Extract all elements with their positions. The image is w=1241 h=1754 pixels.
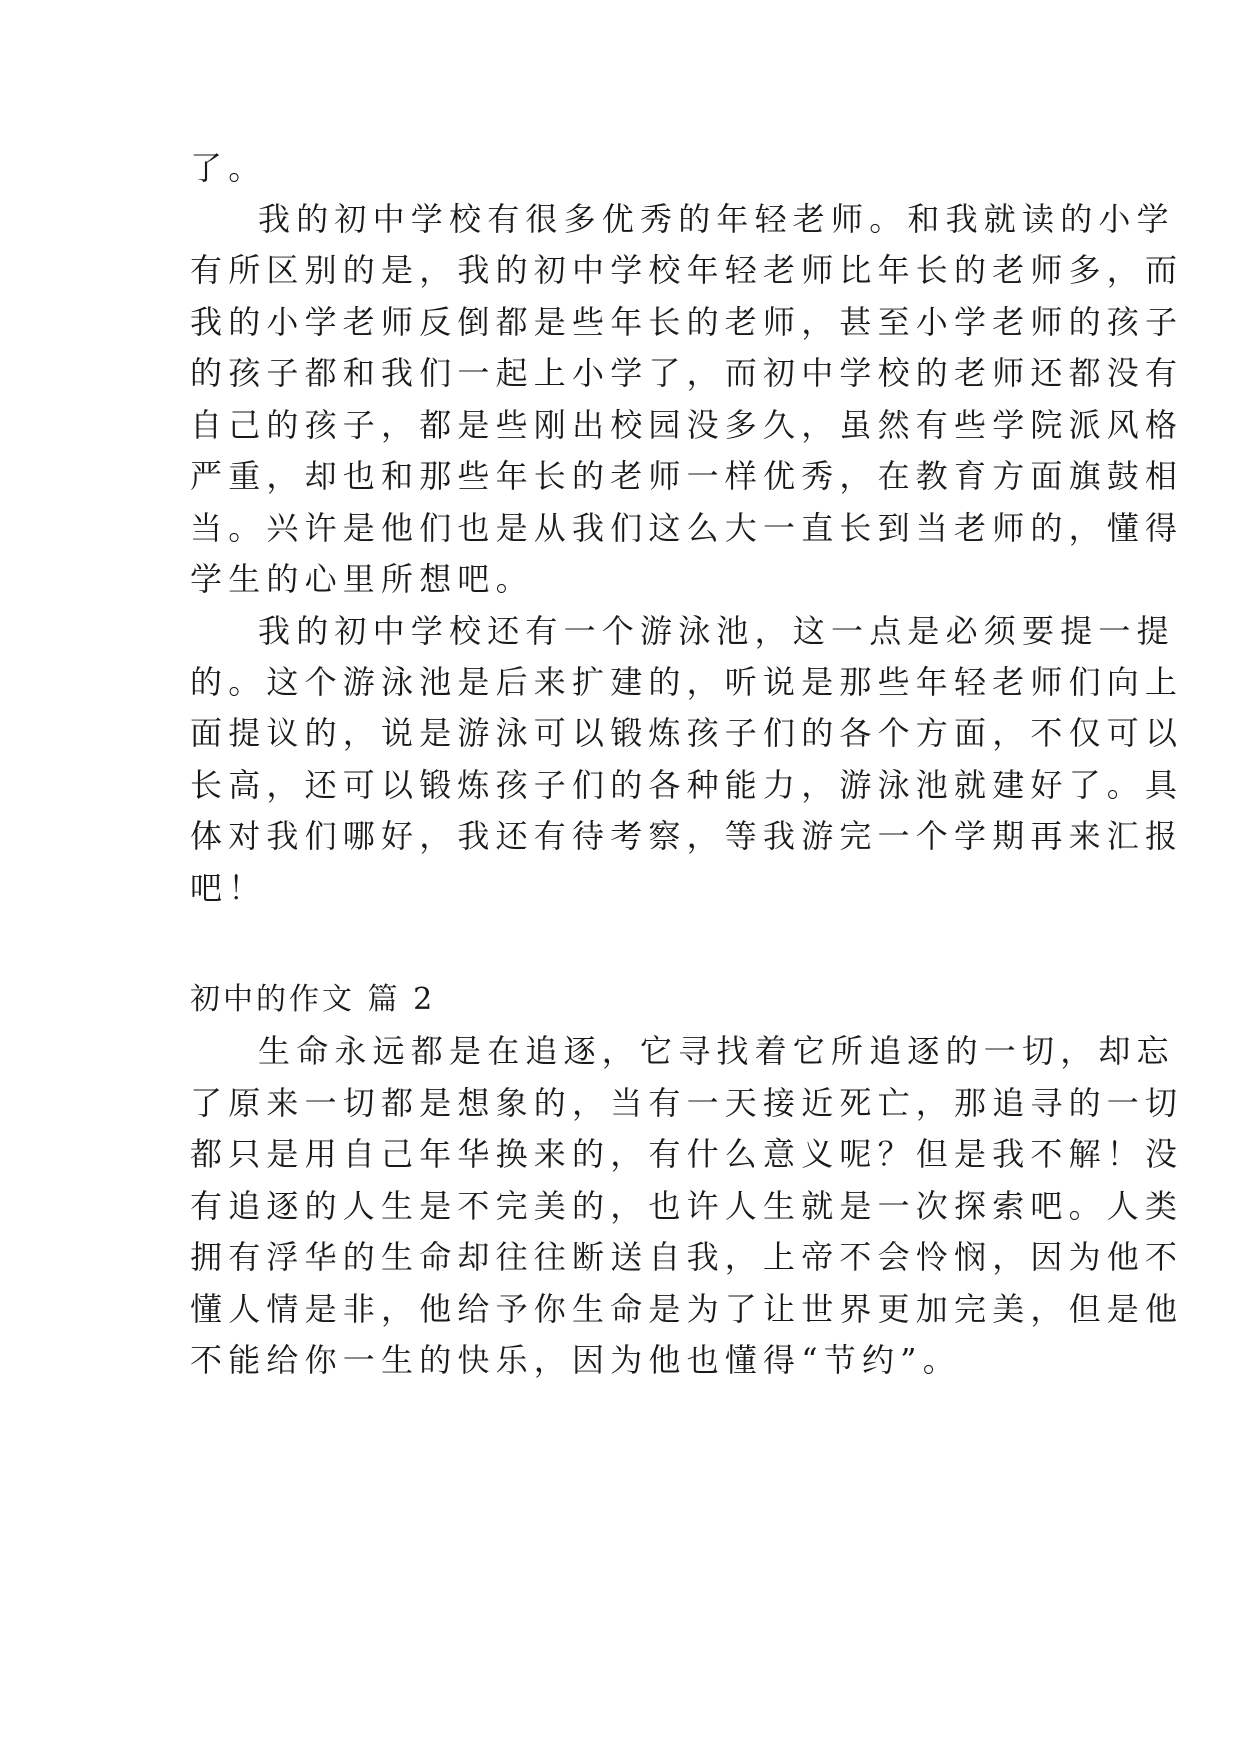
paragraph-line: 懂人情是非，他给予你生命是为了让世界更加完美，但是他 — [190, 1290, 1184, 1328]
paragraph-line: 我的初中学校有很多优秀的年轻老师。和我就读的小学 — [258, 200, 1175, 238]
paragraph-line: 的孩子都和我们一起上小学了，而初中学校的老师还都没有 — [190, 354, 1184, 392]
paragraph-line: 我的初中学校还有一个游泳池，这一点是必须要提一提 — [258, 612, 1175, 650]
paragraph-line: 吧！ — [190, 869, 267, 907]
paragraph-line: 不能给你一生的快乐，因为他也懂得“节约”。 — [190, 1341, 961, 1379]
paragraph-line: 拥有浮华的生命却往往断送自我，上帝不会怜悯，因为他不 — [190, 1238, 1184, 1276]
paragraph-line: 当。兴许是他们也是从我们这么大一直长到当老师的，懂得 — [190, 509, 1184, 547]
paragraph-line: 了原来一切都是想象的，当有一天接近死亡，那追寻的一切 — [190, 1084, 1184, 1122]
paragraph-line: 的。这个游泳池是后来扩建的，听说是那些年轻老师们向上 — [190, 663, 1184, 701]
paragraph-line: 都只是用自己年华换来的，有什么意义呢？但是我不解！没 — [190, 1135, 1184, 1173]
paragraph-line: 了。 — [190, 149, 267, 187]
paragraph-line: 学生的心里所想吧。 — [190, 560, 534, 598]
paragraph-line: 长高，还可以锻炼孩子们的各种能力，游泳池就建好了。具 — [190, 766, 1184, 804]
section-heading: 初中的作文 篇 2 — [190, 982, 436, 1017]
paragraph-line: 自己的孩子，都是些刚出校园没多久，虽然有些学院派风格 — [190, 406, 1184, 444]
paragraph-line: 有所区别的是，我的初中学校年轻老师比年长的老师多，而 — [190, 251, 1184, 289]
paragraph-line: 体对我们哪好，我还有待考察，等我游完一个学期再来汇报 — [190, 817, 1184, 855]
paragraph-line: 面提议的，说是游泳可以锻炼孩子们的各个方面，不仅可以 — [190, 714, 1184, 752]
paragraph-line: 严重，却也和那些年长的老师一样优秀，在教育方面旗鼓相 — [190, 457, 1184, 495]
paragraph-line: 我的小学老师反倒都是些年长的老师，甚至小学老师的孩子 — [190, 303, 1184, 341]
paragraph-line: 生命永远都是在追逐，它寻找着它所追逐的一切，却忘 — [258, 1032, 1175, 1070]
paragraph-line: 有追逐的人生是不完美的，也许人生就是一次探索吧。人类 — [190, 1187, 1184, 1225]
